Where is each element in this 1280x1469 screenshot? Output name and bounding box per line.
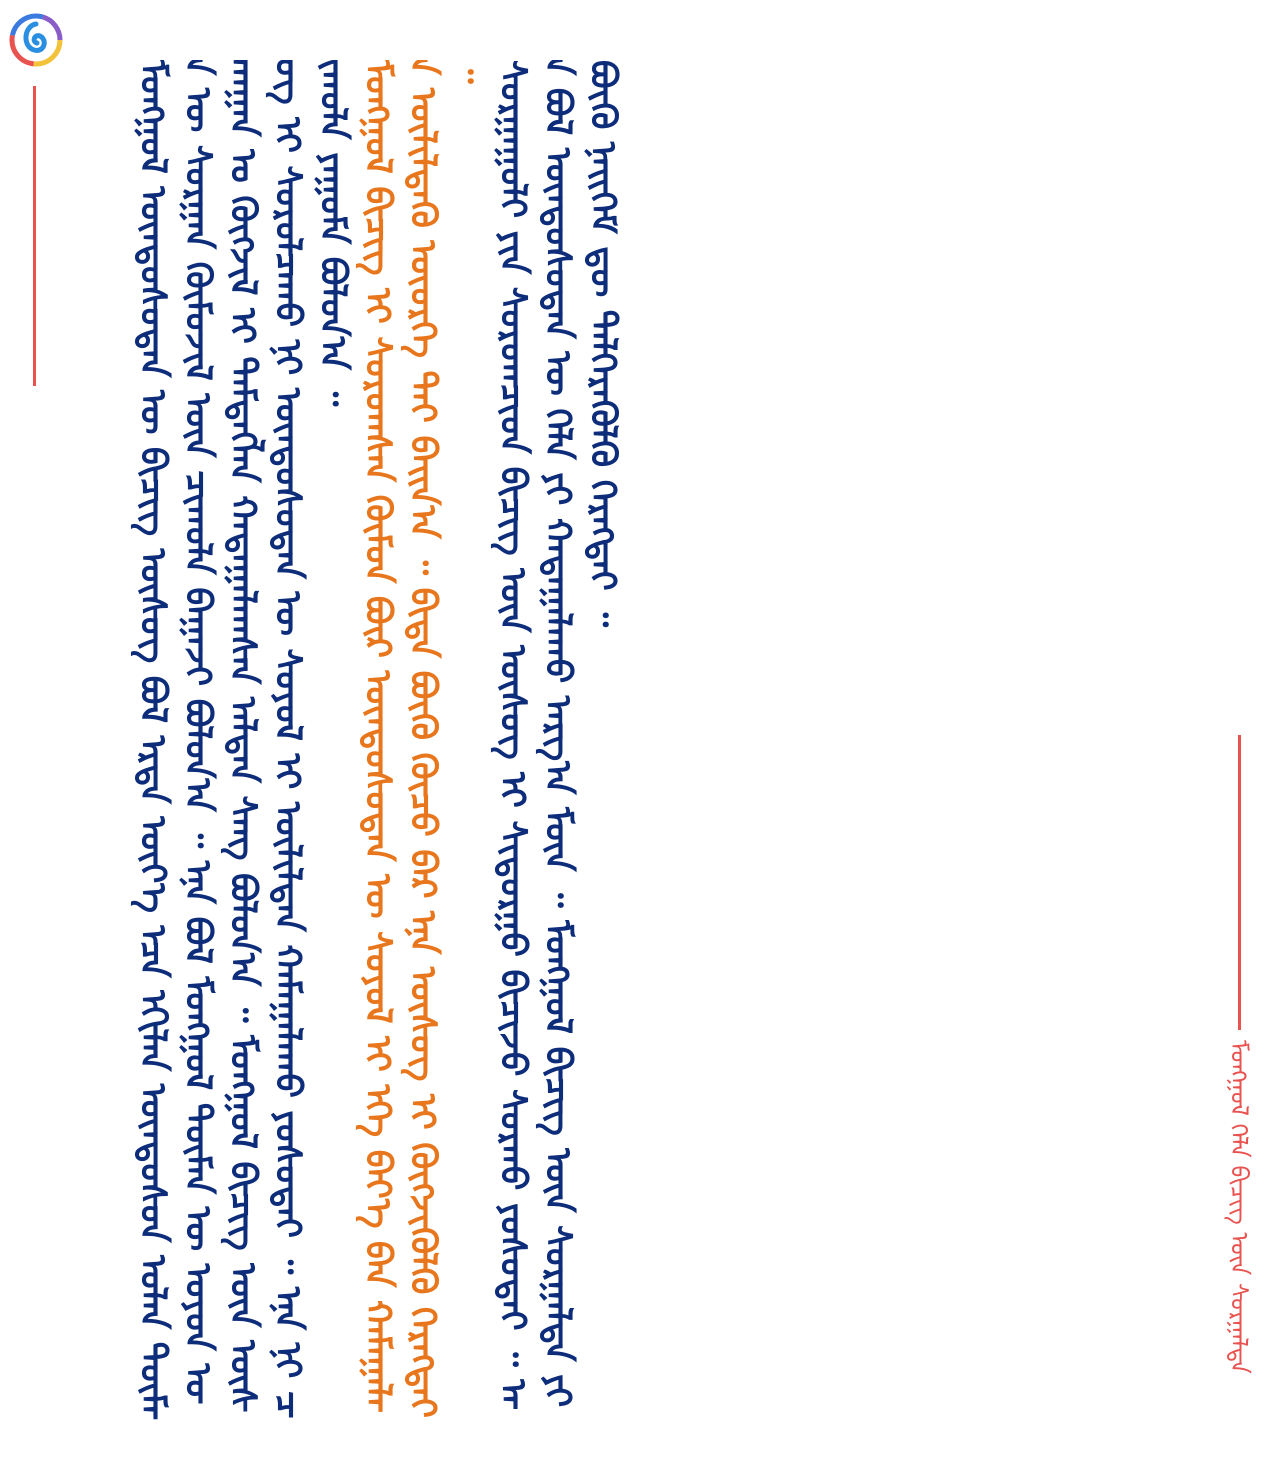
paragraph-1: ᠮᠣᠩᠭᠣᠯ ᠦᠨᠳᠦᠰᠦᠲᠡᠨ ᠦ ᠪᠢᠴᠢᠭ ᠦᠰᠦᠭ ᠪᠣᠯ ᠡᠷᠲᠡ ᠦᠶ᠎ᠡ ᠡᠴᠡ ᠡᠬᠢᠯᠡᠨ ᠦᠨᠳᠦᠰᠦᠨ ᠣᠯᠠᠨ ᠲᠦᠮᠡᠨ ᠦ ᠰᠤᠷᠭᠠᠨ ᠬᠦᠮᠦᠵᠢᠯ ᠦᠨ ᠴᠢᠬᠤᠯᠠ ᠪᠠᠭᠠᠵᠢ ᠪᠣᠯᠤᠨ᠎ᠠ ᠃ ᠡᠨᠡ ᠪᠣᠯ ᠮᠣᠩᠭᠣᠯ ᠲᠦᠮᠡᠨ ᠦ ᠣᠶᠤᠨ ᠤᠬᠠᠭᠠᠨ ᠤ ᠬᠥᠭᠵᠢᠯ ᠢ ᠲᠡᠮᠳᠡᠭᠯᠡᠨ ᠬᠠᠳᠠᠭᠠᠯᠠᠭᠰᠠᠨ ᠠᠯᠲᠠᠨ ᠰᠠᠩ ᠪᠣᠯᠤᠨ᠎ᠠ ᠃ ᠮᠣᠩᠭᠣᠯ ᠪᠢᠴᠢᠭ ᠦᠨ ᠦᠰᠦᠭ ᠢ ᠰᠤᠷᠤᠯᠴᠠᠬᠤ ᠨᠢ ᠦᠨᠳᠦᠰᠦᠲᠡᠨ ᠦ ᠰᠣᠶᠣᠯ ᠢ ᠦᠯᠢᠯᠳᠡᠨ ᠬᠠᠮᠠᠭᠠᠯᠠᠬᠤ ᠶᠣᠰᠣᠲᠠᠢ ᠃ ᠡᠨᠡ ᠨᠢ ᠴᠢᠬᠤᠯᠠ ᠶᠠᠭᠤᠮᠠ ᠪᠣᠯᠤᠨ᠎ᠠ ᠃: [132, 60, 353, 1418]
swirl-logo-icon: [8, 10, 64, 70]
paragraph-3: ᠰᠤᠷᠭᠠᠭᠤᠯᠢ ᠶᠢᠨ ᠰᠤᠷᠤᠭᠴᠢᠳ ᠪᠢᠴᠢᠭ ᠦᠨ ᠦᠰᠦᠭ ᠢ ᠰᠢᠳᠤᠷᠭᠤ ᠪᠢᠴᠢᠵᠦ ᠰᠤᠷᠬᠤ ᠶᠣᠰᠣᠲᠠᠢ ᠃ ᠡᠨᠡ ᠪᠣᠯ ᠦᠨᠳᠦᠰᠦᠲᠡᠨ ᠦ ᠬᠡᠯᠡ ᠶᠢ ᠬᠠᠳᠠᠭᠠᠯᠠᠬᠤ ᠠᠷᠭ᠎ᠠ ᠮᠦᠨ ᠃ ᠮᠣᠩᠭᠣᠯ ᠪᠢᠴᠢᠭ ᠦᠨ ᠰᠤᠷᠭᠠᠯᠲᠠ ᠶᠢ ᠪᠦᠬᠦ ᠨᠡᠢᠭᠡᠮ ᠳᠦ ᠳᠡᠯᠭᠡᠷᠡᠭᠦᠯᠬᠦ ᠬᠡᠷᠡᠭᠲᠡᠢ ᠃: [492, 60, 623, 1408]
right-divider-line: [1238, 735, 1241, 1030]
brand-logo-icon: [8, 10, 64, 70]
paragraph-2-highlight: ᠮᠣᠩᠭᠣᠯ ᠪᠢᠴᠢᠭ ᠢ ᠰᠤᠷᠤᠭᠰᠠᠨ ᠬᠦᠮᠦᠨ ᠪᠦᠷ ᠦᠨᠳᠦᠰᠦᠲᠡᠨ ᠦ ᠰᠣᠶᠣᠯ ᠢ ᠡᠬᠡ ᠪᠡᠶ᠎ᠡ ᠪᠡᠨ ᠬᠠᠮᠠᠭᠠᠯᠠᠨ ᠦᠯᠢᠯᠳᠡᠬᠦ ᠦᠦᠷᠭᠡ ᠲᠠᠢ ᠪᠠᠢᠨ᠎ᠠ ᠃ ᠪᠢᠳᠡ ᠪᠦᠬᠦ ᠬᠦᠴᠦ ᠪᠡᠷ ᠡᠨᠡ ᠦᠰᠦᠭ ᠢ ᠬᠥᠭᠵᠢᠭᠦᠯᠬᠦ ᠬᠡᠷᠡᠭᠲᠡᠢ ᠃: [357, 60, 488, 1419]
article-body: [130, 60, 1190, 1420]
left-divider-line: [33, 86, 36, 386]
section-label: ᠮᠣᠩᠭᠣᠯ ᠬᠡᠯᠡ ᠪᠢᠴᠢᠭ ᠦᠨ ᠰᠤᠷᠭᠠᠯᠲᠠ: [1225, 1040, 1253, 1374]
